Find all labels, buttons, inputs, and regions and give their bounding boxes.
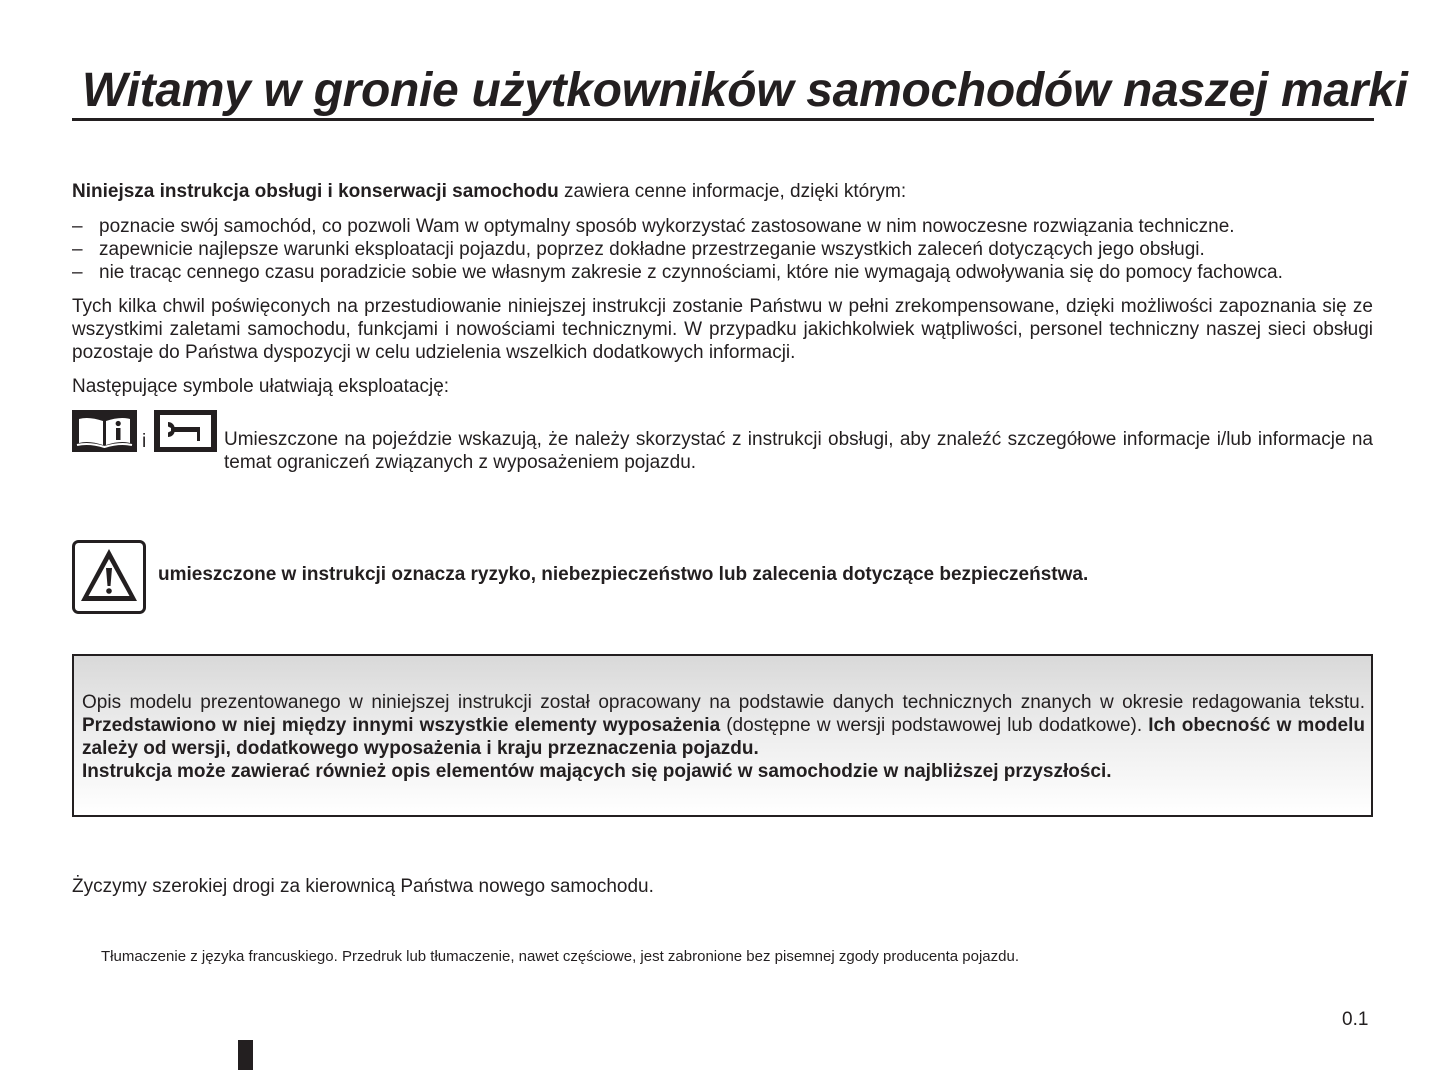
page-marker [238, 1040, 253, 1070]
notice-bold-line: Instrukcja może zawierać również opis elementów mających się pojawić w samochodzie w najbliższej przyszłości. [82, 761, 1112, 782]
intro-bold-text: Niniejsza instrukcja obsługi i konserwacji samochodu [72, 181, 559, 202]
notice-bold-part: Przedstawiono w niej między innymi wszystkie elementy wyposażenia [82, 715, 721, 736]
notice-box [72, 654, 1373, 817]
book-info-icon [72, 410, 137, 452]
notice-paragraph [82, 691, 1365, 760]
warning-triangle-icon [72, 540, 146, 614]
symbols-paragraph: Następujące symbole ułatwiają eksploatację: [72, 376, 450, 397]
benefits-list [72, 215, 1373, 284]
notice-text-part: Opis modelu prezentowanego w niniejszej instrukcji został opracowany na podstawie danych technicznych znanych w okresie redagowania tekstu. [82, 692, 1365, 713]
notice-text-part: (dostępne w wersji podstawowej lub dodatkowe). [720, 715, 1149, 736]
title-underline [72, 118, 1374, 121]
list-item: – nie tracąc cennego czasu poradzicie sobie we własnym zakresie z czynnościami, które nie wymagają odwoływania się do pomocy fachowca. [72, 261, 1373, 284]
list-item: – zapewnicie najlepsze warunki eksploatacji pojazdu, poprzez dokładne przestrzeganie wszystkich zaleceń dotyczących jego obsługi. [72, 238, 1373, 261]
intro-paragraph [72, 180, 1373, 203]
list-item: – poznacie swój samochód, co pozwoli Wam w optymalny sposób wykorzystać zastosowane w nim nowoczesne rozwiązania techniczne. [72, 215, 1373, 238]
notice-text [82, 691, 1365, 783]
notice-bold-part: Ich obecność w modelu zależy od wersji, dodatkowego wyposażenia i kraju przeznaczenia pojazdu. [82, 715, 1365, 759]
footnote: Tłumaczenie z języka francuskiego. Przedruk lub tłumaczenie, nawet częściowe, jest zabronione bez pisemnej zgody producenta pojazdu. [101, 948, 1019, 965]
symbol-connector: i [142, 431, 147, 452]
symbols-description: Umieszczone na pojeździe wskazują, że należy skorzystać z instrukcji obsługi, aby znaleźć szczegółowe informacje i/lub informacje na temat ograniczeń związanych z wyposażeniem pojazdu. [224, 429, 1373, 473]
warning-text: umieszczone w instrukcji oznacza ryzyko, niebezpieczeństwo lub zalecenia dotyczące bezpieczeństwa. [158, 564, 1089, 585]
page-title: Witamy w gronie użytkowników samochodów naszej marki [82, 64, 1408, 117]
intro-text: zawiera cenne informacje, dzięki którym: [558, 181, 907, 202]
wish-paragraph: Życzymy szerokiej drogi za kierownicą Państwa nowego samochodu. [72, 876, 654, 897]
wrench-icon [154, 410, 217, 452]
page-number: 0.1 [1342, 1009, 1369, 1030]
time-paragraph: Tych kilka chwil poświęconych na przestudiowanie niniejszej instrukcji zostanie Państwu w pełni zrekompensowane, dzięki możliwości zapoznania się ze wszystkimi zaletami samochodu, funkcjami i nowościami technicznymi. W przypadku jakichkolwiek wątpliwości, personel techniczny naszej sieci obsługi pozostaje do Państwa dyspozycji w celu udzielenia wszelkich dodatkowych informacji. [72, 296, 1373, 363]
